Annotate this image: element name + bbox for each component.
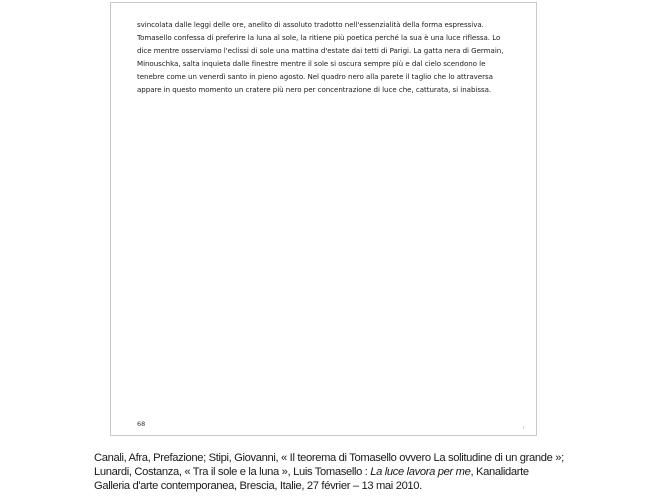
page-body-text [137,19,527,96]
page-text-line: dice mentre osserviamo l'eclissi di sole una mattina d'estate dai tetti di Parigi. La gatta nera di Germain, [137,45,504,55]
page-text-line: tenebre come un venerdì santo in pieno agosto. Nel quadro nero alla parete il taglio che lo attraversa [137,71,493,81]
caption-line-2-suffix: , Kanalidarte [470,466,529,478]
caption-line-3: Galleria d'arte contemporanea, Brescia, Italie, 27 février – 13 mai 2010. [94,480,422,492]
page-text-line: Tomasello confessa di preferire la luna al sole, la ritiene più poetica perché la sua è una luce riflessa. Lo [137,32,501,42]
page-number: 68 [137,420,146,428]
scanned-book-page [110,2,537,436]
source-caption [94,451,614,493]
caption-line-2 [94,465,614,479]
page-text-line: svincolata dalle leggi delle ore, anelito di assoluto tradotto nell'essenzialità della forma espressiva. [137,20,484,29]
page-text-line: appare in questo momento un cratere più nero per concentrazione di luce che, catturata, si inabissa. [137,84,492,94]
page-text-line: Minouschka, salta inquieta dalle finestre mentre il sole si oscura sempre più e dal cielo scendono le [137,58,486,68]
caption-line-1: Canali, Afra, Prefazione; Stipi, Giovanni, « Il teorema di Tomasello ovvero La solitudine di un grande »; [94,452,564,464]
caption-line-2-prefix: Lunardi, Costanza, « Tra il sole e la luna », Luis Tomasello : [94,466,371,478]
page-corner-mark [523,426,524,429]
caption-book-title: La luce lavora per me [370,466,471,478]
